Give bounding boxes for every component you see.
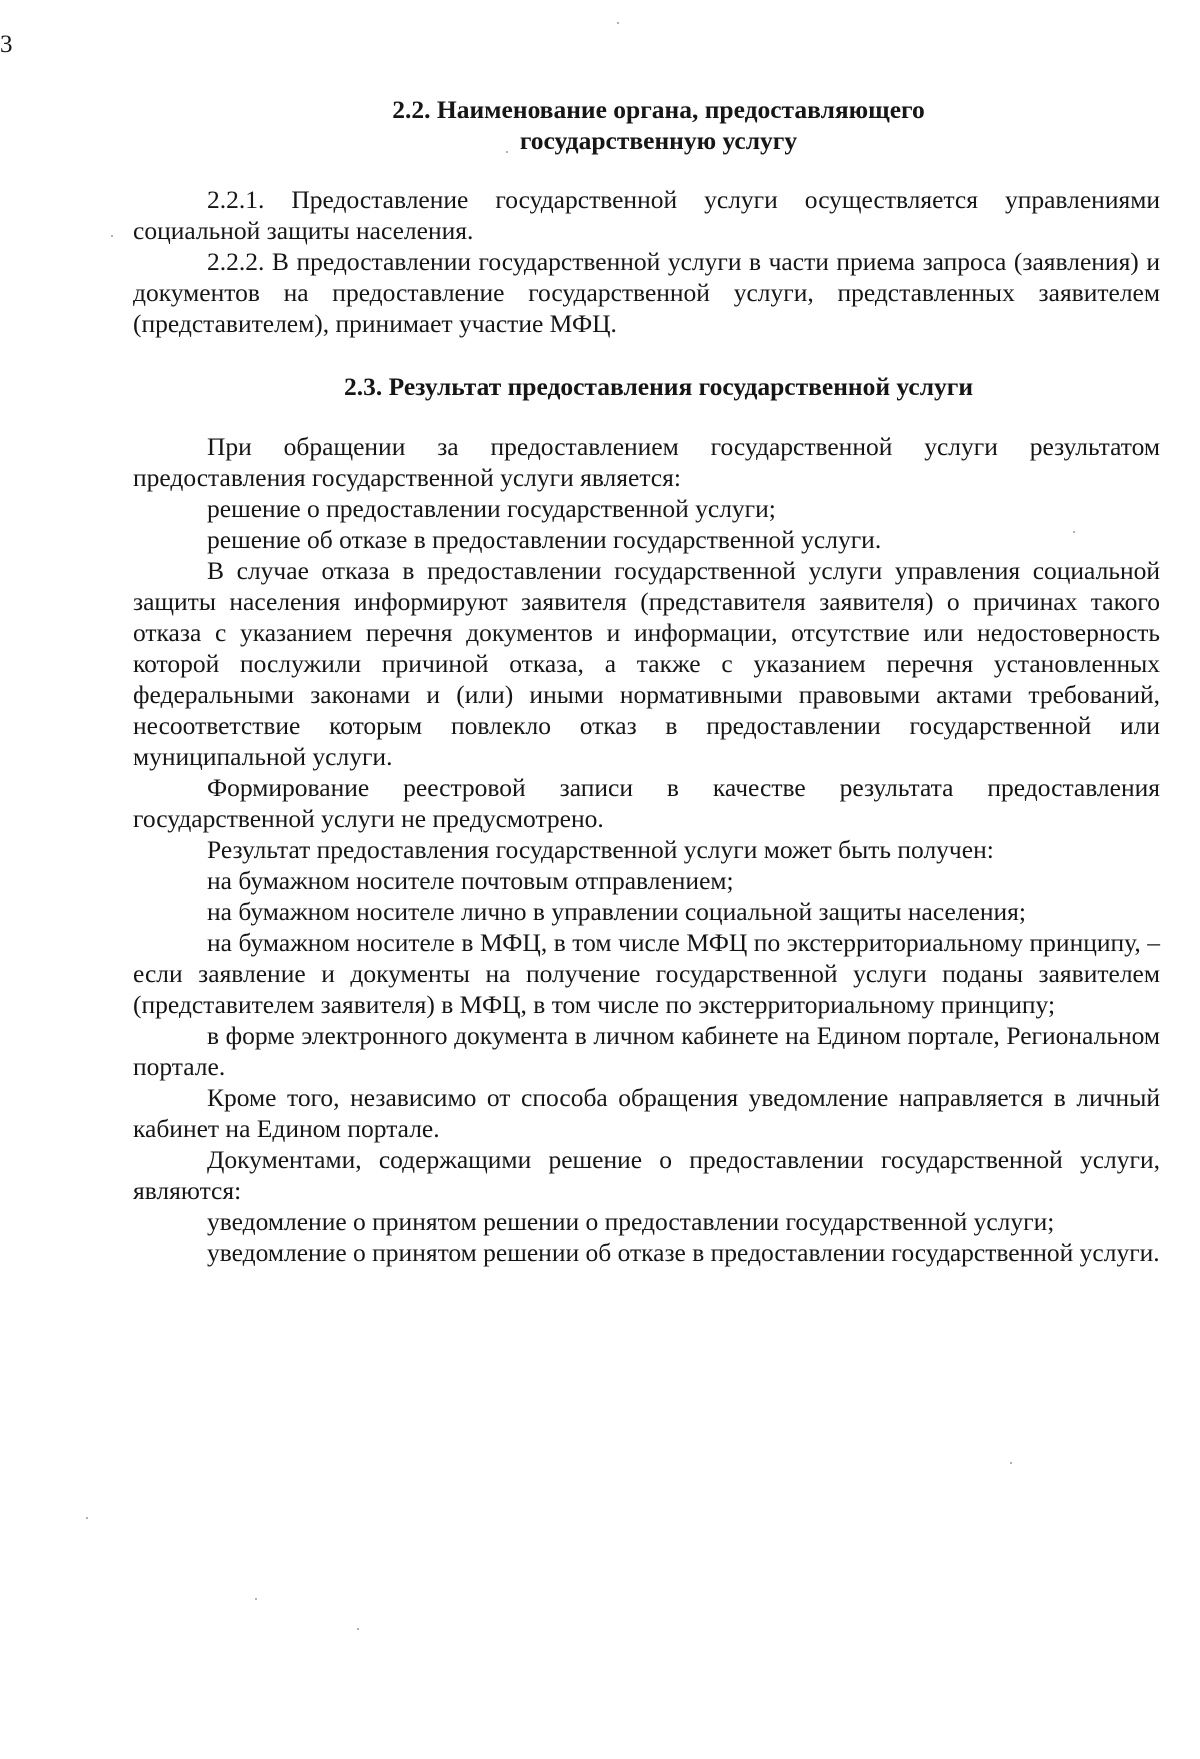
scan-speck (255, 1598, 257, 1600)
paragraph-2-2-2: 2.2.2. В предоставлении государственной услуги в части приема запроса (заявления) и документов на предоставление государственной услуги, представленных заявителем (представителем), принимает участие МФЦ. (133, 247, 1160, 338)
paragraph-2-2-1: 2.2.1. Предоставление государственной услуги осуществляется управлениями социальной защиты населения. (133, 185, 1160, 245)
scan-speck (111, 235, 113, 237)
section-heading-line: государственную услугу (519, 126, 798, 155)
section-heading-2-2 (133, 94, 1160, 156)
paragraph-delivery-item: на бумажном носителе лично в управлении социальной защиты населения; (207, 897, 1026, 926)
paragraph-document-item: уведомление о принятом решении о предоставлении государственной услуги; (207, 1207, 1055, 1236)
paragraph-delivery-intro: Результат предоставления государственной услуги может быть получен: (207, 835, 994, 864)
paragraph-result-item: решение об отказе в предоставлении государственной услуги. (207, 525, 882, 554)
paragraph-notification: Кроме того, независимо от способа обращения уведомление направляется в личный кабинет на Едином портале. (133, 1083, 1160, 1143)
section-heading-2-3: 2.3. Результат предоставления государственной услуги (343, 372, 974, 401)
paragraph-documents-intro: Документами, содержащими решение о предоставлении государственной услуги, являются: (133, 1145, 1160, 1205)
paragraph-delivery-item: в форме электронного документа в личном кабинете на Едином портале, Региональном портале. (133, 1021, 1160, 1081)
paragraph-document-item: уведомление о принятом решении об отказе в предоставлении государственной услуги. (207, 1238, 1160, 1267)
paragraph-delivery-item: на бумажном носителе почтовым отправлением; (207, 866, 734, 895)
paragraph-result-item: решение о предоставлении государственной услуги; (207, 494, 776, 523)
document-body (133, 94, 1160, 1268)
scan-speck (1010, 1462, 1012, 1464)
scan-speck (86, 1517, 88, 1519)
paragraph-result-intro: При обращении за предоставлением государственной услуги результатом предоставления государственной услуги является: (133, 432, 1160, 492)
scan-speck (617, 22, 619, 24)
scan-speck (1073, 531, 1075, 533)
paragraph-refusal-info: В случае отказа в предоставлении государственной услуги управления социальной защиты населения информируют заявителя (представителя заявителя) о причинах такого отказа с указанием перечня документов и информации, отсутствие или недостоверность которой послужили причиной отказа, а также с указанием перечня установленных федеральными законами и (или) иными нормативными правовыми актами требований, несоответствие которым повлекло отказ в предоставлении государственной или муниципальной услуги. (133, 556, 1160, 771)
scan-speck (357, 1628, 359, 1630)
paragraph-registry-record: Формирование реестровой записи в качестве результата предоставления государственной услуги не предусмотрено. (133, 773, 1160, 833)
scan-speck (506, 151, 508, 153)
section-heading-line: 2.2. Наименование органа, предоставляющего (392, 95, 925, 124)
page-number: 3 (0, 31, 13, 58)
paragraph-delivery-item: на бумажном носителе в МФЦ, в том числе МФЦ по экстерриториальному принципу, – если заявление и документы на получение государственной услуги поданы заявителем (представителем заявителя) в МФЦ, в том числе по экстерриториальному принципу; (133, 928, 1160, 1019)
